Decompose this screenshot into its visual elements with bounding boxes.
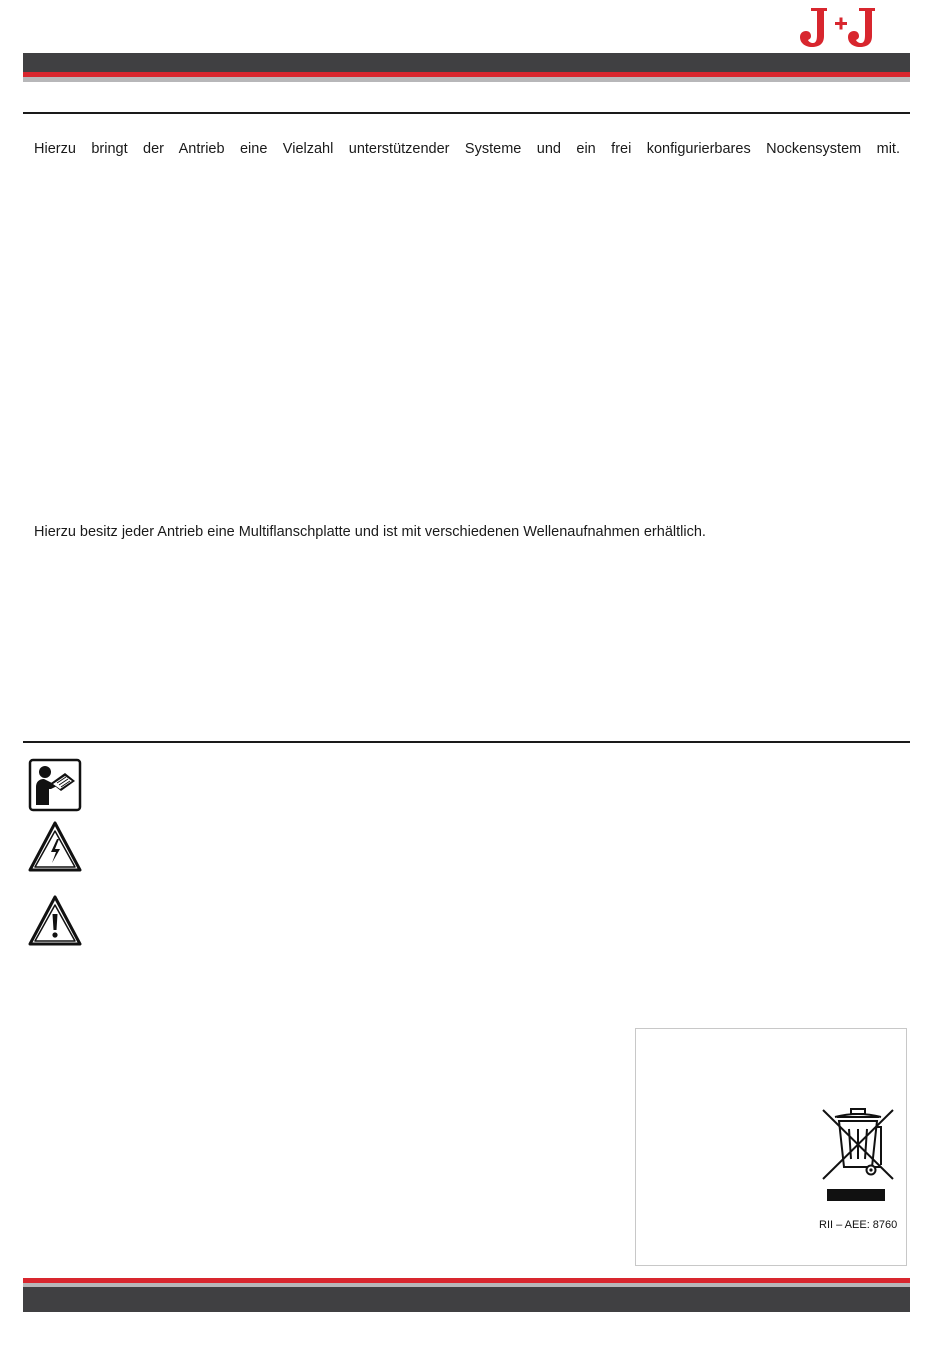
paragraph-mounting: Hierzu besitz jeder Antrieb eine Multiflanschplatte und ist mit verschiedenen Wellenaufnahmen erhältlich. (34, 524, 706, 540)
weee-registration-label: RII – AEE: 8760 (819, 1219, 898, 1231)
footer-band (23, 1278, 910, 1312)
section-divider-symbols (23, 741, 910, 743)
electric-hazard-icon (27, 819, 83, 875)
paragraph-features: Hierzu bringt der Antrieb eine Vielzahl unterstützender Systeme und ein frei konfigurierbares Nockensystem mit. (34, 141, 900, 157)
section-divider-top (23, 112, 910, 114)
header-band-grey-stripe (23, 77, 910, 82)
disposal-info-box (635, 1028, 907, 1266)
brand-logo (793, 6, 889, 48)
read-manual-icon (27, 757, 83, 813)
crossed-out-wheelie-bin-icon (821, 1107, 897, 1207)
footer-band-dark-stripe (23, 1287, 910, 1312)
header-band-dark-stripe (23, 53, 910, 72)
header-band (23, 53, 910, 83)
general-warning-icon (27, 893, 83, 949)
